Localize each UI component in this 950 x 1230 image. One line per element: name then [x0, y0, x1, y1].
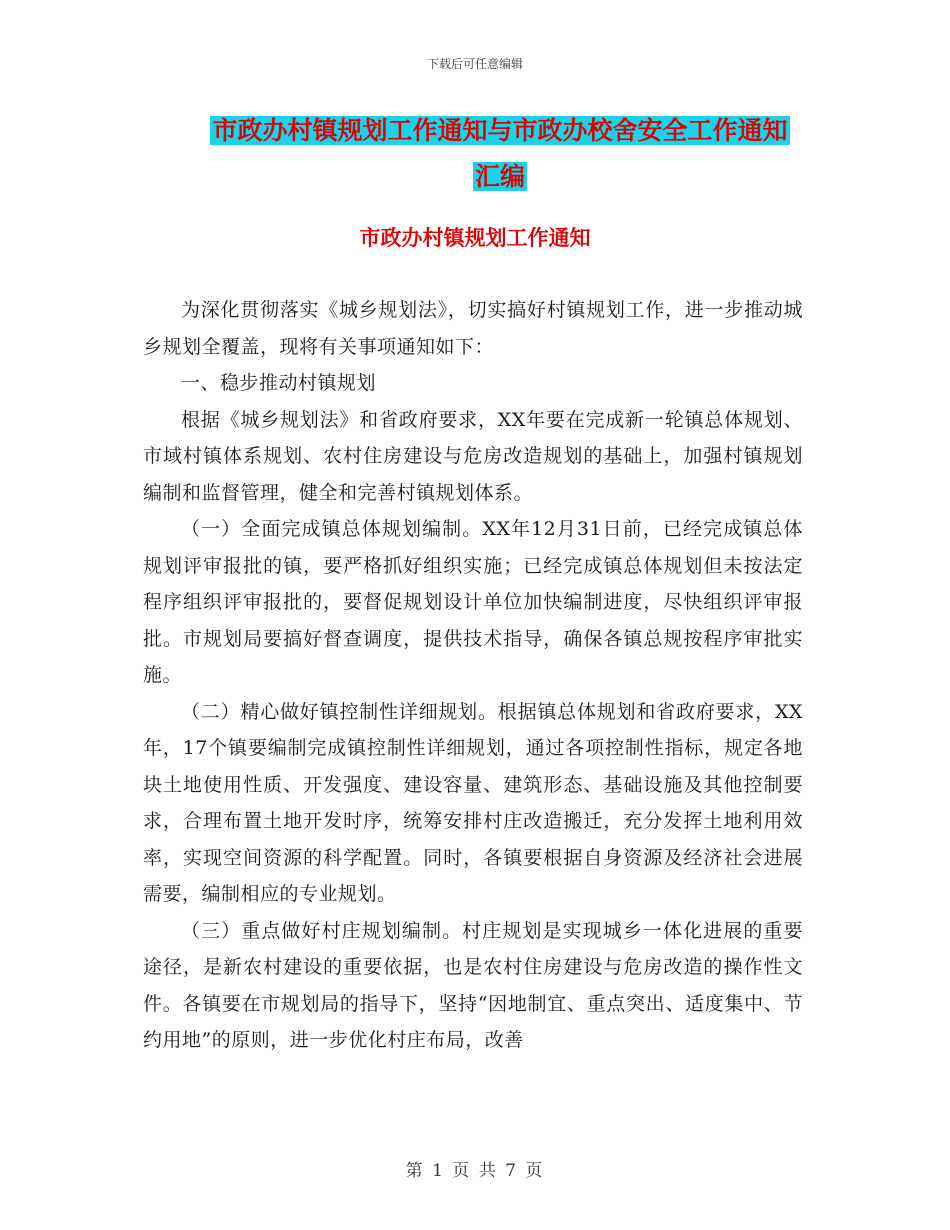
- page-number: 第 1 页 共 7 页: [405, 1161, 545, 1181]
- paragraph-item-3: （三）重点做好村庄规划编制。村庄规划是实现城乡一体化进展的重要途径，是新农村建设的重要依据，也是农村住房建设与危房改造的操作性文件。各镇要在市规划局的指导下，坚持“因地制宜、重点突出、适度集中、节约用地”的原则，进一步优化村庄布局，改善: [143, 919, 803, 1051]
- heading-section-1: 一、稳步推动村镇规划: [181, 372, 377, 394]
- paragraph-section-1: 根据《城乡规划法》和省政府要求，XX年要在完成新一轮镇总体规划、市域村镇体系规划、农村住房建设与危房改造规划的基础上，加强村镇规划编制和监督管理，健全和完善村镇规划体系。: [143, 408, 803, 504]
- document-body: [143, 292, 803, 1059]
- page-header-note: 下载后可任意编辑: [426, 57, 523, 71]
- document-title-line-2: 汇编: [474, 162, 525, 191]
- paragraph-item-2: （二）精心做好镇控制性详细规划。根据镇总体规划和省政府要求，XX年，17个镇要编制完成镇控制性详细规划，通过各项控制性指标，规定各地块土地使用性质、开发强度、建设容量、建筑形态、基础设施及其他控制要求，合理布置土地开发时序，统筹安排村庄改造搬迁，充分发挥土地利用效率，实现空间资源的科学配置。同时，各镇要根据自身资源及经济社会进展需要，编制相应的专业规划。: [143, 700, 803, 905]
- paragraph-item-1: （一）全面完成镇总体规划编制。XX年12月31日前，已经完成镇总体规划评审报批的镇，要严格抓好组织实施；已经完成镇总体规划但未按法定程序组织评审报批的，要督促规划设计单位加快编制进度，尽快组织评审报批。市规划局要搞好督查调度，提供技术指导，确保各镇总规按程序审批实施。: [143, 518, 803, 686]
- document-title: [140, 108, 860, 200]
- section-title: 市政办村镇规划工作通知: [359, 226, 591, 250]
- document-title-line-1: 市政办村镇规划工作通知与市政办校舍安全工作通知: [212, 116, 788, 145]
- paragraph-intro: 为深化贯彻落实《城乡规划法》，切实搞好村镇规划工作，进一步推动城乡规划全覆盖，现将有关事项通知如下：: [143, 299, 803, 358]
